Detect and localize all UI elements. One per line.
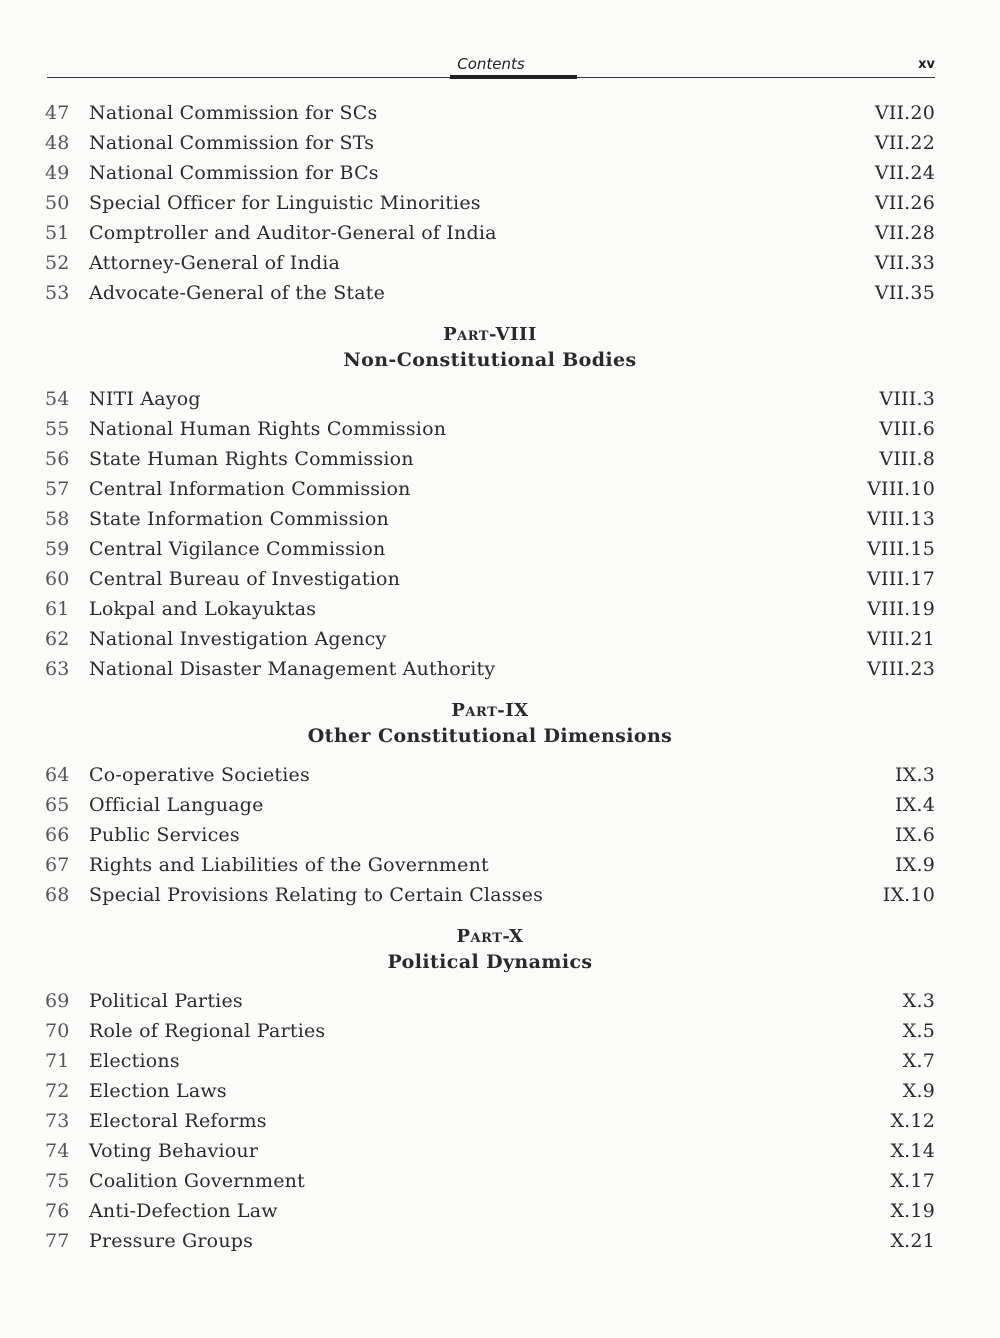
toc-entry <box>45 820 935 850</box>
chapter-number: 76 <box>45 1200 70 1222</box>
toc-entry <box>45 384 935 414</box>
chapter-title: State Human Rights Commission <box>89 448 414 470</box>
chapter-number: 48 <box>45 132 70 154</box>
toc-entry <box>45 790 935 820</box>
chapter-page: VII.28 <box>874 222 935 244</box>
part-name: Non-Constitutional Bodies <box>343 349 637 371</box>
chapter-title: National Commission for STs <box>89 132 375 154</box>
toc-entry <box>45 564 935 594</box>
chapter-number: 69 <box>45 990 70 1012</box>
chapter-page: VIII.6 <box>879 418 935 440</box>
chapter-number: 52 <box>45 252 70 274</box>
chapter-page: VII.22 <box>874 132 935 154</box>
chapter-number: 73 <box>45 1110 70 1132</box>
chapter-page: VIII.13 <box>867 508 935 530</box>
toc-entry <box>45 1196 935 1226</box>
chapter-title: Pressure Groups <box>89 1230 254 1252</box>
chapter-page: VIII.23 <box>867 658 935 680</box>
toc-entry <box>45 1106 935 1136</box>
chapter-number: 65 <box>45 794 70 816</box>
chapter-number: 50 <box>45 192 70 214</box>
part-label: Part-VIII <box>443 324 537 345</box>
chapter-page: VIII.10 <box>867 478 935 500</box>
chapter-page: VIII.15 <box>867 538 935 560</box>
chapter-title: Central Information Commission <box>89 478 411 500</box>
chapter-title: Electoral Reforms <box>89 1110 267 1132</box>
chapter-page: X.14 <box>890 1140 935 1162</box>
chapter-title: Special Provisions Relating to Certain Classes <box>89 884 544 906</box>
chapter-number: 54 <box>45 388 70 410</box>
toc-entry <box>45 760 935 790</box>
chapter-title: Special Officer for Linguistic Minorities <box>89 192 481 214</box>
chapter-title: National Commission for SCs <box>89 102 378 124</box>
chapter-title: Comptroller and Auditor-General of India <box>89 222 497 244</box>
toc-entry <box>45 986 935 1016</box>
chapter-number: 68 <box>45 884 70 906</box>
chapter-title: Elections <box>89 1050 180 1072</box>
toc-entry <box>45 624 935 654</box>
chapter-title: Rights and Liabilities of the Government <box>89 854 489 876</box>
chapter-title: NITI Aayog <box>89 388 201 410</box>
chapter-number: 51 <box>45 222 70 244</box>
chapter-page: X.12 <box>890 1110 935 1132</box>
chapter-title: National Disaster Management Authority <box>89 658 496 680</box>
toc-entry <box>45 594 935 624</box>
toc-entry <box>45 158 935 188</box>
chapter-page: VIII.3 <box>879 388 935 410</box>
chapter-page: IX.6 <box>895 824 935 846</box>
chapter-number: 72 <box>45 1080 70 1102</box>
part-ix-heading <box>45 700 935 750</box>
chapter-page: VII.26 <box>874 192 935 214</box>
toc-entry <box>45 444 935 474</box>
chapter-number: 75 <box>45 1170 70 1192</box>
running-header <box>47 55 935 81</box>
chapter-title: Lokpal and Lokayuktas <box>89 598 317 620</box>
chapter-page: X.9 <box>902 1080 935 1102</box>
chapter-number: 67 <box>45 854 70 876</box>
part-label: Part-IX <box>451 700 529 721</box>
chapter-title: Voting Behaviour <box>89 1140 259 1162</box>
chapter-page: IX.4 <box>895 794 935 816</box>
chapter-title: Political Parties <box>89 990 243 1012</box>
chapter-title: National Investigation Agency <box>89 628 387 650</box>
chapter-page: VIII.17 <box>867 568 935 590</box>
toc-entry <box>45 248 935 278</box>
chapter-title: National Human Rights Commission <box>89 418 447 440</box>
part-name: Political Dynamics <box>387 951 593 973</box>
toc-entry <box>45 188 935 218</box>
chapter-number: 53 <box>45 282 70 304</box>
chapter-title: Election Laws <box>89 1080 227 1102</box>
toc-entry <box>45 1016 935 1046</box>
chapter-title: Advocate-General of the State <box>89 282 386 304</box>
chapter-title: Anti-Defection Law <box>89 1200 278 1222</box>
chapter-number: 70 <box>45 1020 70 1042</box>
chapter-number: 47 <box>45 102 70 124</box>
header-rule-accent <box>450 75 577 79</box>
chapter-page: IX.9 <box>895 854 935 876</box>
chapter-title: Central Bureau of Investigation <box>89 568 401 590</box>
chapter-page: VII.24 <box>874 162 935 184</box>
part-viii-heading <box>45 324 935 374</box>
chapter-number: 77 <box>45 1230 70 1252</box>
chapter-number: 55 <box>45 418 70 440</box>
chapter-title: Co-operative Societies <box>89 764 310 786</box>
toc-entry <box>45 1166 935 1196</box>
toc-entry <box>45 1136 935 1166</box>
chapter-title: Central Vigilance Commission <box>89 538 386 560</box>
chapter-page: IX.3 <box>895 764 935 786</box>
chapter-page: X.3 <box>902 990 935 1012</box>
chapter-number: 57 <box>45 478 70 500</box>
chapter-number: 64 <box>45 764 70 786</box>
chapter-title: State Information Commission <box>89 508 389 530</box>
toc-entry <box>45 278 935 308</box>
part-name: Other Constitutional Dimensions <box>307 725 673 747</box>
chapter-title: Role of Regional Parties <box>89 1020 326 1042</box>
chapter-title: National Commission for BCs <box>89 162 379 184</box>
chapter-number: 56 <box>45 448 70 470</box>
toc-group-part-ix <box>45 760 935 910</box>
toc-entry <box>45 474 935 504</box>
chapter-page: VII.33 <box>874 252 935 274</box>
toc-entry <box>45 504 935 534</box>
chapter-number: 58 <box>45 508 70 530</box>
toc-entry <box>45 1046 935 1076</box>
chapter-title: Attorney-General of India <box>89 252 341 274</box>
toc-entry <box>45 654 935 684</box>
chapter-page: X.7 <box>902 1050 935 1072</box>
chapter-page: X.21 <box>890 1230 935 1252</box>
header-title: Contents <box>457 55 525 73</box>
toc-entry <box>45 880 935 910</box>
chapter-page: VII.35 <box>874 282 935 304</box>
chapter-title: Coalition Government <box>89 1170 305 1192</box>
chapter-number: 63 <box>45 658 70 680</box>
toc-entry <box>45 534 935 564</box>
toc-entry <box>45 98 935 128</box>
toc-entry <box>45 128 935 158</box>
chapter-title: Public Services <box>89 824 240 846</box>
chapter-page: VIII.8 <box>879 448 935 470</box>
chapter-number: 66 <box>45 824 70 846</box>
header-page-number: xv <box>918 57 935 72</box>
chapter-number: 60 <box>45 568 70 590</box>
chapter-page: X.17 <box>890 1170 935 1192</box>
toc-entry <box>45 218 935 248</box>
chapter-page: VIII.21 <box>867 628 935 650</box>
chapter-page: IX.10 <box>882 884 935 906</box>
chapter-number: 61 <box>45 598 70 620</box>
toc-entry <box>45 1226 935 1256</box>
toc-group-part-vii <box>45 98 935 308</box>
chapter-number: 59 <box>45 538 70 560</box>
part-x-heading <box>45 926 935 976</box>
chapter-number: 71 <box>45 1050 70 1072</box>
chapter-title: Official Language <box>89 794 264 816</box>
chapter-number: 74 <box>45 1140 70 1162</box>
chapter-page: VIII.19 <box>867 598 935 620</box>
part-label: Part-X <box>456 926 524 947</box>
chapter-number: 62 <box>45 628 70 650</box>
chapter-page: VII.20 <box>874 102 935 124</box>
toc-entry <box>45 414 935 444</box>
toc-entry <box>45 1076 935 1106</box>
toc-group-part-viii <box>45 384 935 684</box>
toc-group-part-x <box>45 986 935 1256</box>
chapter-number: 49 <box>45 162 70 184</box>
chapter-page: X.5 <box>902 1020 935 1042</box>
toc-entry <box>45 850 935 880</box>
chapter-page: X.19 <box>890 1200 935 1222</box>
